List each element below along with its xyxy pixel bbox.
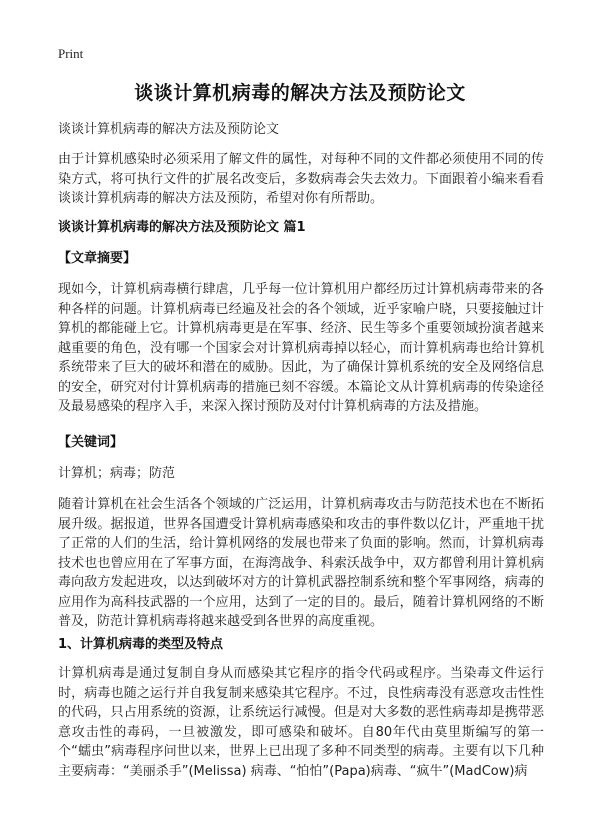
section-heading-types: 1、计算机病毒的类型及特点	[58, 637, 224, 652]
abstract-heading: 【文章摘要】	[58, 251, 137, 266]
print-label: Print	[58, 46, 84, 61]
document-title: 谈谈计算机病毒的解决方法及预防论文	[134, 82, 466, 104]
abstract-paragraph: 现如今，计算机病毒横行肆虐，几乎每一位计算机用户都经历过计算机病毒带来的各种各样的问题。计算机病毒已经遍及社会的各个领域，近乎家喻户晓，只要接触过计算机的都能碰上它。计算机病毒更是在军事、经济、民生等多个重要领域扮演者越来越重要的角色，没有哪一个国家会对计算机病毒掉以轻心，而计算机病毒也给计算机系统带来了巨大的破坏和潜在的威胁。因此，为了确保计算机系统的安全及网络信息的安全，研究对付计算机病毒的措施已刻不容缓。本篇论文从计算机病毒的传染途径及最易感染的程序入手，来深入探讨预防及对付计算机病毒的方法及措施。	[58, 282, 544, 414]
article-heading: 谈谈计算机病毒的解决方法及预防论文 篇1	[58, 220, 306, 235]
body-paragraph-types: 计算机病毒是通过复制自身从而感染其它程序的指令代码或程序。当染毒文件运行时，病毒也随之运行并自我复制来感染其它程序。不过，良性病毒没有恶意攻击性性的代码，只占用系统的资源，让系统运行减慢。但是对大多数的恶性病毒却是携带恶意攻击性的毒码，一旦被激发，即可感染和破坏。自80年代由莫里斯编写的第一个“蠕虫”病毒程序问世以来，世界上已出现了多种不同类型的病毒。主要有以下几种主要病毒：“美丽杀手”(Melissa) 病毒、“怕怕”(Papa)病毒、“疯牛”(MadCow)病	[58, 666, 544, 779]
keywords-heading: 【关键词】	[58, 435, 124, 450]
document-subtitle: 谈谈计算机病毒的解决方法及预防论文	[58, 122, 280, 137]
keywords-paragraph: 计算机；病毒；防范	[58, 466, 176, 481]
body-paragraph: 随着计算机在社会生活各个领域的广泛运用，计算机病毒攻击与防范技术也在不断拓展升级。据报道，世界各国遭受计算机病毒感染和攻击的事件数以亿计，严重地干扰了正常的人们的生活，给计算机网络的发展也带来了负面的影响。然而，计算机病毒技术也也曾应用在了军事方面，在海湾战争、科索沃战争中，双方都曾利用计算机病毒向敌方发起进攻，以达到破坏对方的计算机武器控制系统和整个军事网络，病毒的应用作为高科技武器的一个应用，达到了一定的目的。最后，随着计算机网络的不断普及，防范计算机病毒将越来越受到各世界的高度重视。	[58, 497, 544, 629]
intro-paragraph: 由于计算机感染时必须采用了解文件的属性，对每种不同的文件都必须使用不同的传染方式，将可执行文件的扩展名改变后，多数病毒会失去效力。下面跟着小编来看看谈谈计算机病毒的解决方法及预防，希望对你有所帮助。	[58, 152, 544, 206]
